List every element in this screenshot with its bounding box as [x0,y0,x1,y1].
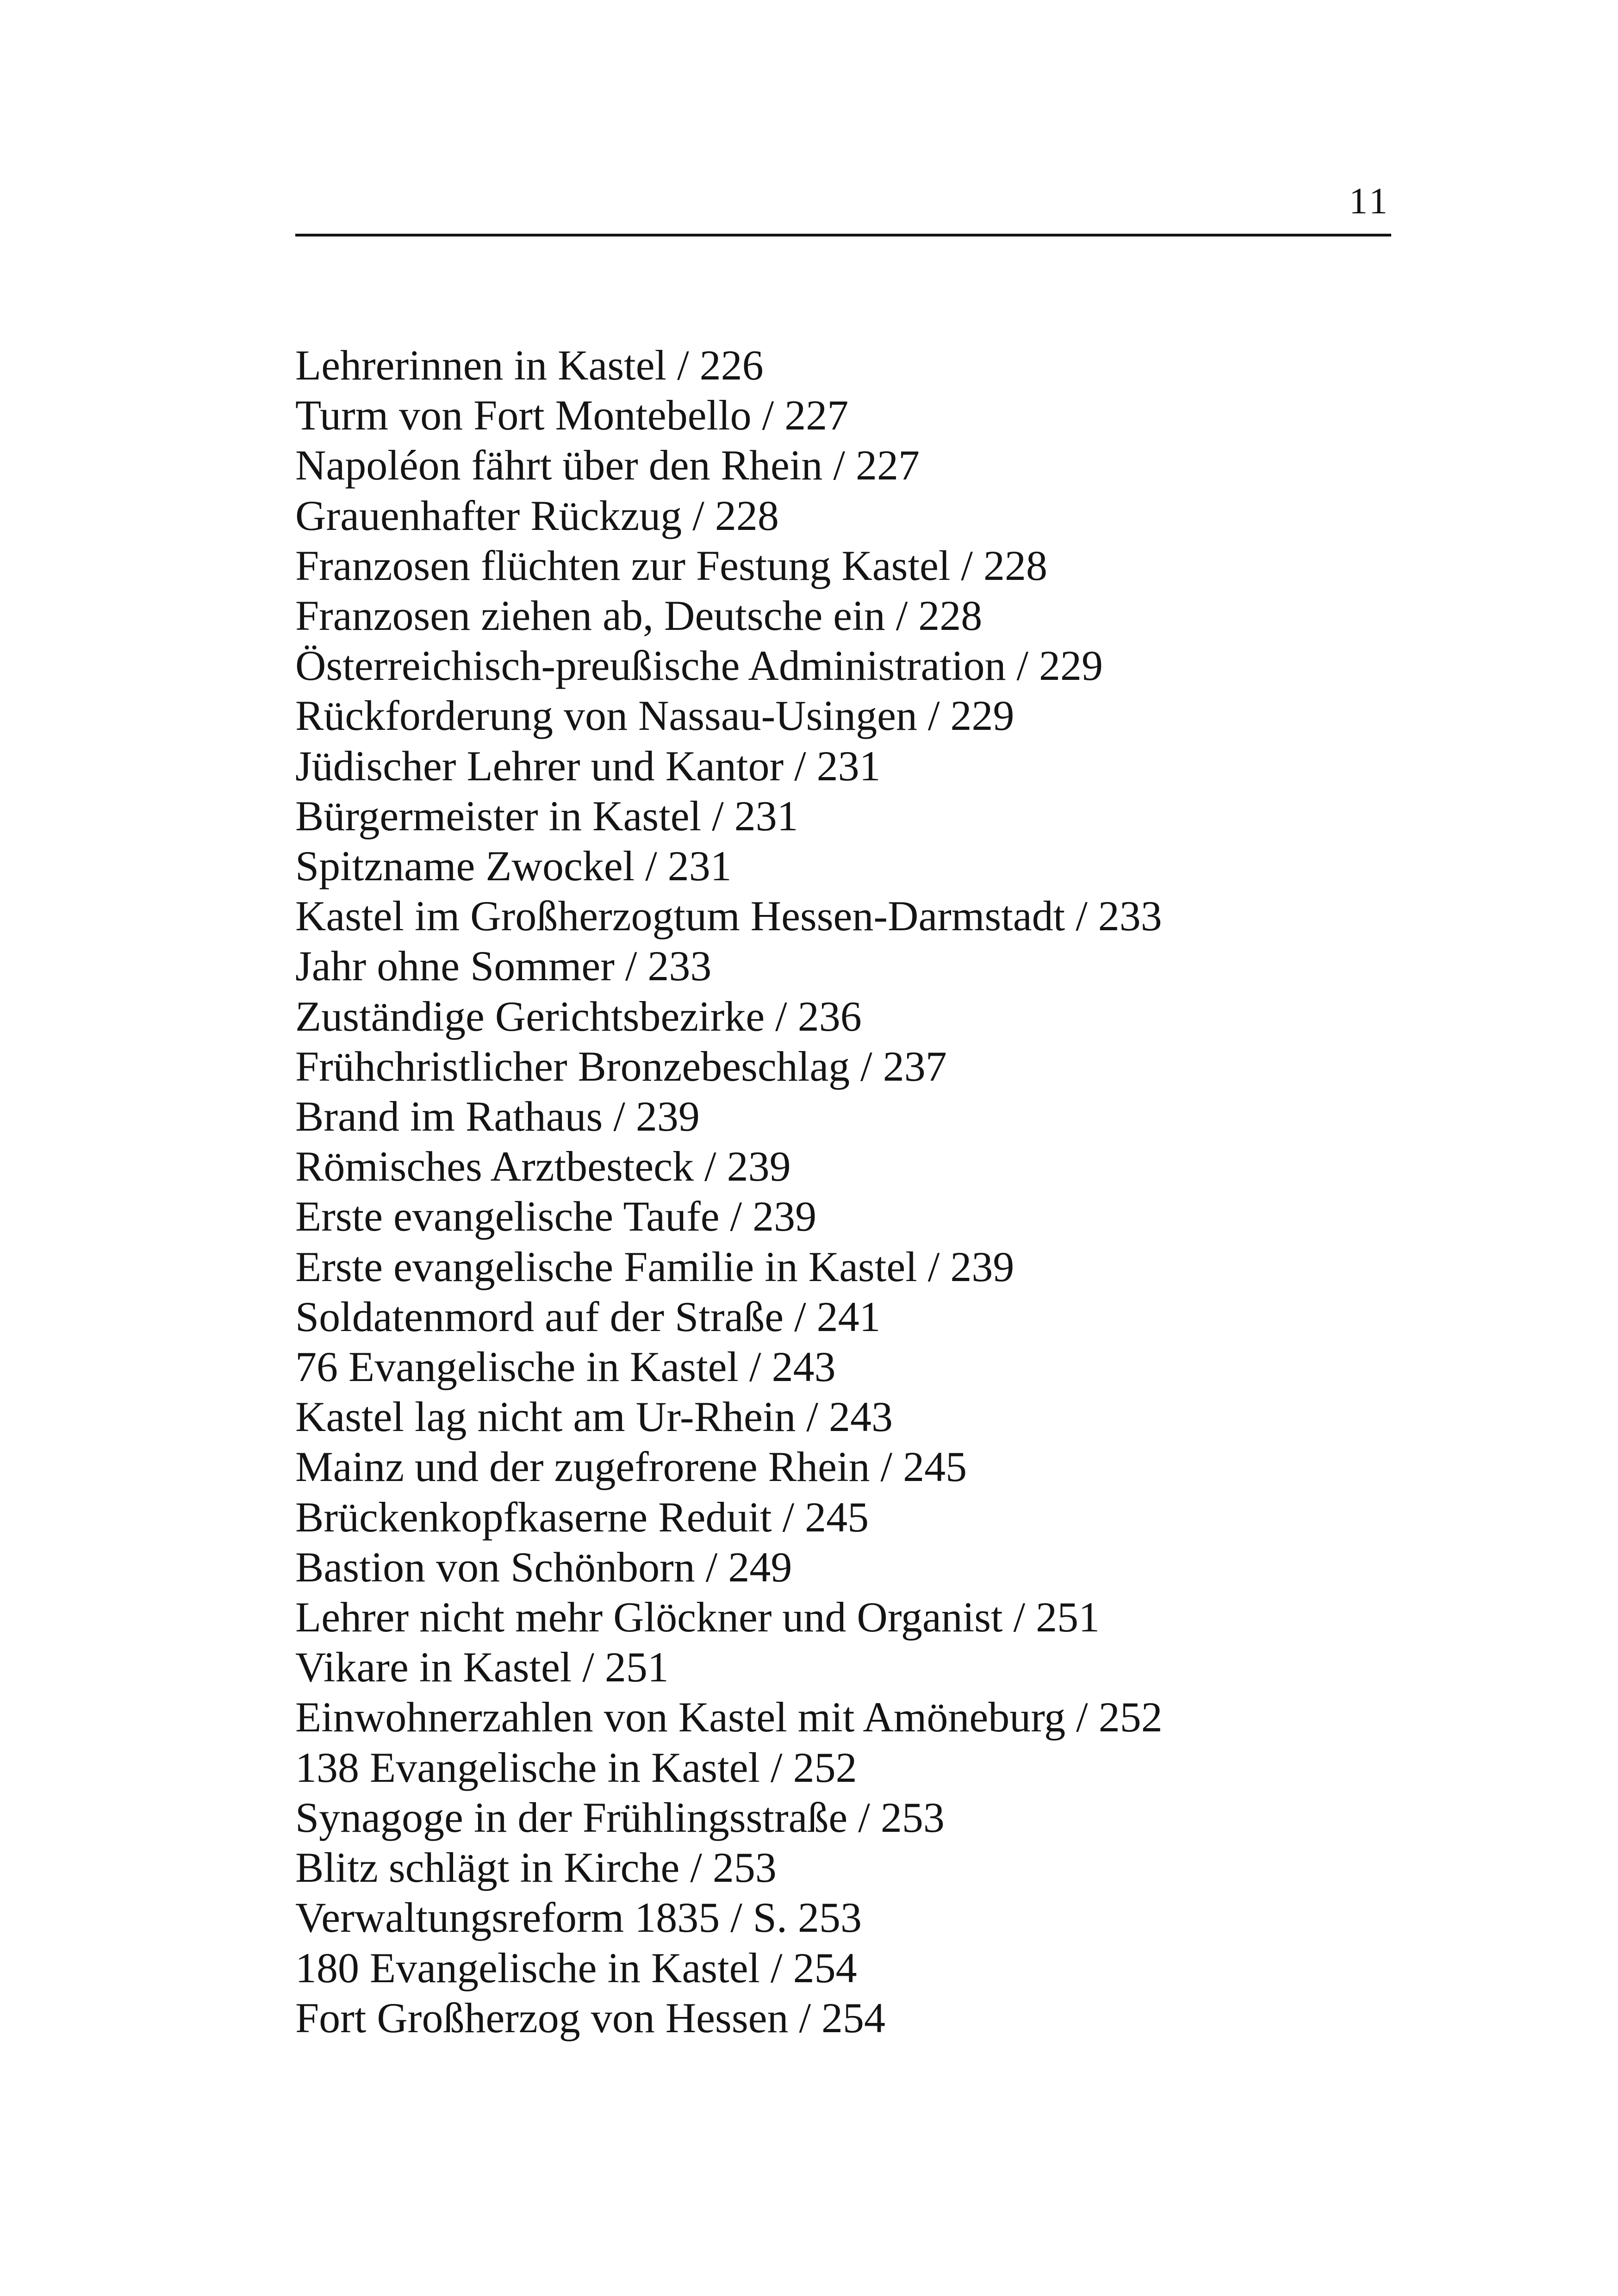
toc-entry: Jahr ohne Sommer / 233 [295,942,712,990]
toc-entry: Vikare in Kastel / 251 [295,1643,669,1691]
toc-entry: Napoléon fährt über den Rhein / 227 [295,442,920,489]
toc-entry: Fort Großherzog von Hessen / 254 [295,1994,886,2041]
table-of-contents [295,340,1163,2043]
page-number: 11 [1349,181,1390,222]
toc-entry: Franzosen ziehen ab, Deutsche ein / 228 [295,592,983,640]
toc-entry: Kastel im Großherzogtum Hessen-Darmstadt / 233 [295,892,1162,940]
toc-entry: Blitz schlägt in Kirche / 253 [295,1844,777,1892]
toc-entry: 76 Evangelische in Kastel / 243 [295,1343,836,1391]
toc-entry: Synagoge in der Frühlingsstraße / 253 [295,1793,945,1841]
toc-entry: Spitzname Zwockel / 231 [295,842,732,890]
toc-entry: Zuständige Gerichtsbezirke / 236 [295,992,862,1040]
toc-entry: Rückforderung von Nassau-Usingen / 229 [295,692,1014,740]
toc-entry: Brückenkopfkaserne Reduit / 245 [295,1493,869,1541]
toc-entry: Frühchristlicher Bronzebeschlag / 237 [295,1042,947,1090]
toc-entry: 138 Evangelische in Kastel / 252 [295,1743,857,1791]
toc-entry: Turm von Fort Montebello / 227 [295,392,849,439]
toc-entry: Bastion von Schönborn / 249 [295,1543,792,1591]
header-rule [295,234,1391,236]
toc-entry: Erste evangelische Taufe / 239 [295,1193,817,1240]
toc-entry: Erste evangelische Familie in Kastel / 239 [295,1243,1014,1290]
toc-entry: 180 Evangelische in Kastel / 254 [295,1944,857,1991]
toc-entry: Römisches Arztbesteck / 239 [295,1143,791,1190]
toc-entry: Bürgermeister in Kastel / 231 [295,792,798,840]
toc-entry: Jüdischer Lehrer und Kantor / 231 [295,742,881,790]
toc-entry: Grauenhafter Rückzug / 228 [295,492,779,539]
toc-entry: Mainz und der zugefrorene Rhein / 245 [295,1443,967,1491]
toc-entry: Soldatenmord auf der Straße / 241 [295,1293,881,1340]
toc-entry: Kastel lag nicht am Ur-Rhein / 243 [295,1393,893,1441]
toc-entry: Lehrerinnen in Kastel / 226 [295,342,764,389]
toc-entry: Österreichisch-preußische Administration / 229 [295,642,1103,690]
toc-entry: Franzosen flüchten zur Festung Kastel / 228 [295,541,1047,589]
toc-entry: Brand im Rathaus / 239 [295,1093,700,1140]
toc-entry: Verwaltungsreform 1835 / S. 253 [295,1894,862,1941]
toc-entry: Einwohnerzahlen von Kastel mit Amöneburg / 252 [295,1693,1163,1741]
toc-entry: Lehrer nicht mehr Glöckner und Organist / 251 [295,1593,1100,1641]
